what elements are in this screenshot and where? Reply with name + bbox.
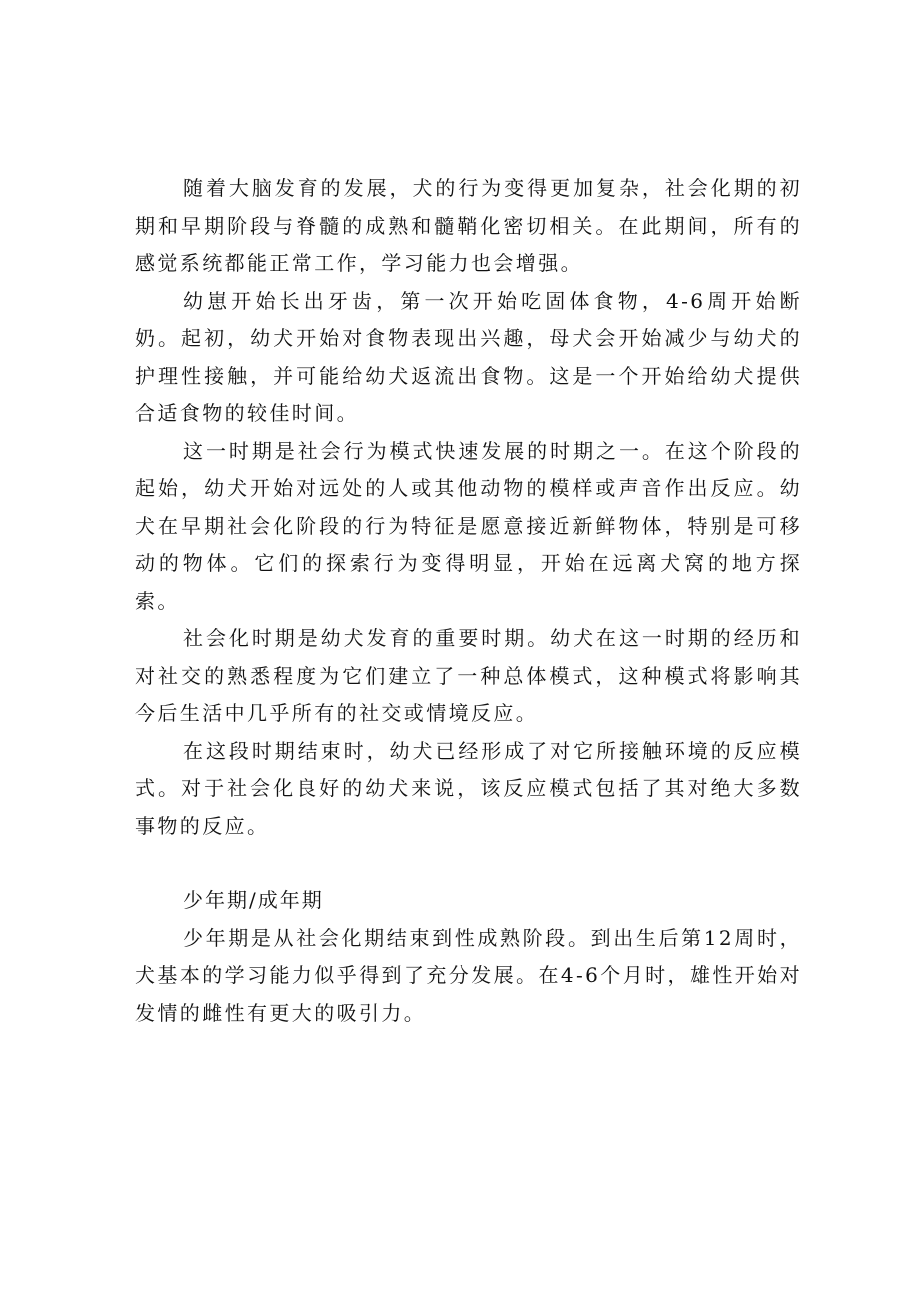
paragraph-social-behavior: 这一时期是社会行为模式快速发展的时期之一。在这个阶段的起始，幼犬开始对远处的人或其他动物的模样或声音作出反应。幼犬在早期社会化阶段的行为特征是愿意接近新鲜物体，特别是可移动的物体。它们的探索行为变得明显，开始在远离犬窝的地方探索。 [135,438,802,613]
paragraph-teeth-weaning: 幼崽开始长出牙齿，第一次开始吃固体食物，4-6周开始断奶。起初，幼犬开始对食物表现出兴趣，母犬会开始减少与幼犬的护理性接触，并可能给幼犬返流出食物。这是一个开始给幼犬提供合适食物的较佳时间。 [135,288,802,425]
section-heading: 少年期/成年期 [183,888,324,912]
document-body [135,170,802,1032]
paragraph-socialization-period: 社会化时期是幼犬发育的重要时期。幼犬在这一时期的经历和对社交的熟悉程度为它们建立了一种总体模式，这种模式将影响其今后生活中几乎所有的社交或情境反应。 [135,626,802,725]
paragraph-brain-development: 随着大脑发育的发展，犬的行为变得更加复杂，社会化期的初期和早期阶段与脊髓的成熟和髓鞘化密切相关。在此期间，所有的感觉系统都能正常工作，学习能力也会增强。 [135,176,802,275]
paragraph-juvenile-period: 少年期是从社会化期结束到性成熟阶段。到出生后第12周时，犬基本的学习能力似乎得到了充分发展。在4-6个月时，雄性开始对发情的雌性有更大的吸引力。 [135,925,802,1025]
section-spacer [135,845,802,882]
paragraph-end-of-period: 在这段时期结束时，幼犬已经形成了对它所接触环境的反应模式。对于社会化良好的幼犬来说，该反应模式包括了其对绝大多数事物的反应。 [135,738,802,838]
